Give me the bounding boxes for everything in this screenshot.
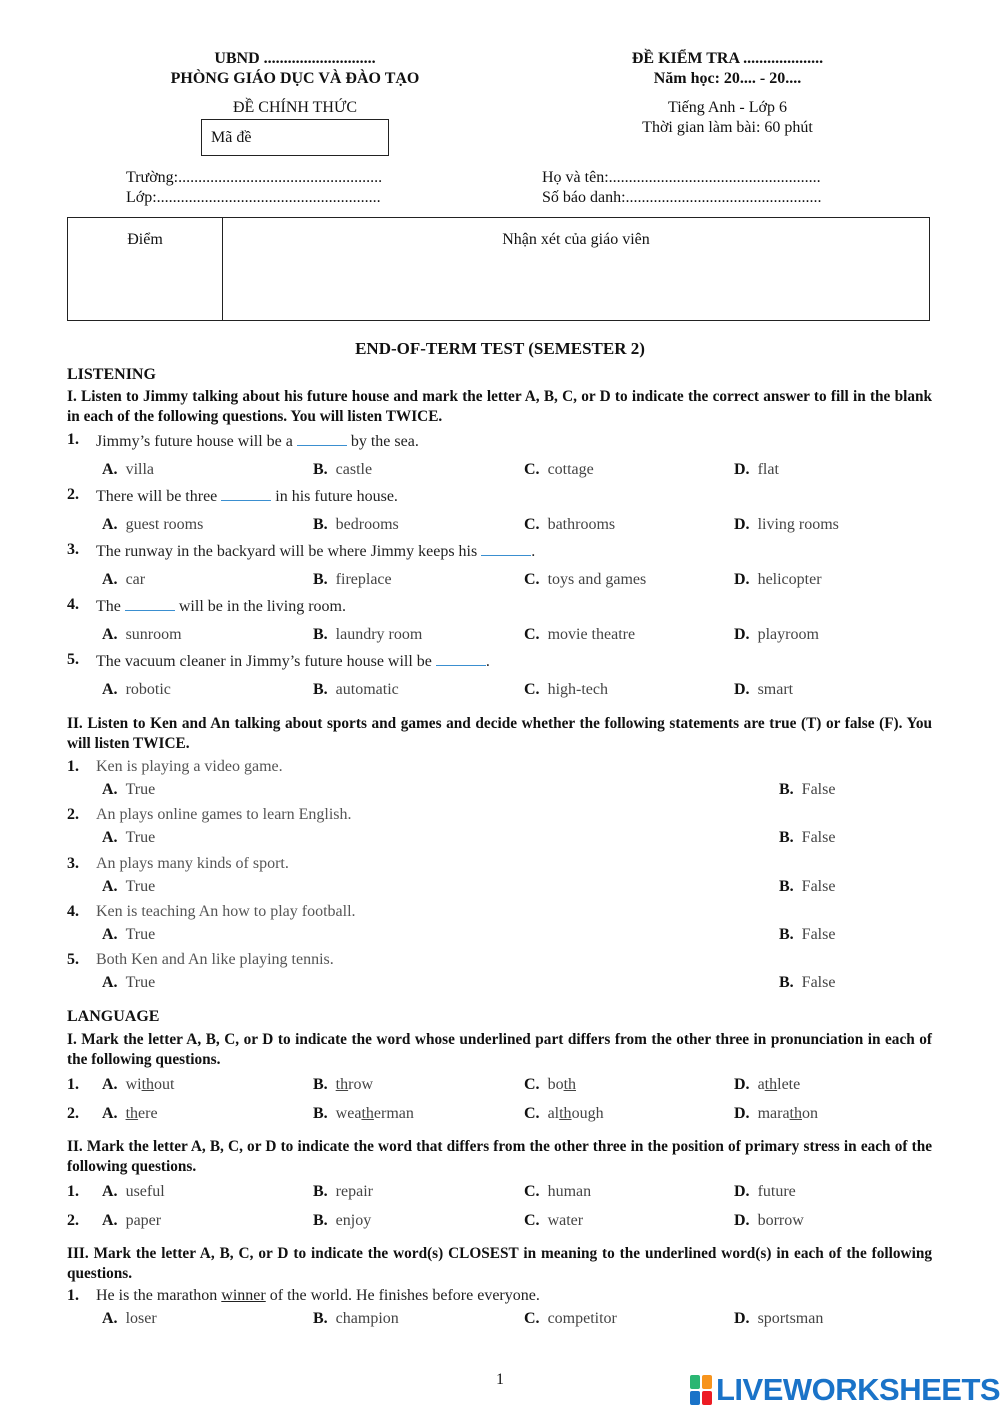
option-letter: A. [102, 516, 118, 533]
option-text: movie theatre [547, 626, 636, 643]
option-letter: A. [102, 1076, 118, 1093]
listening1-q2-text [96, 486, 398, 506]
option-letter: D. [734, 1310, 750, 1327]
option-text: True [125, 829, 156, 847]
option-text: competitor [547, 1310, 617, 1327]
synonym-q1-option-c[interactable] [524, 1310, 617, 1328]
option-text: castle [335, 461, 373, 478]
option-text: villa [125, 461, 154, 478]
pron-q2-option-b[interactable] [313, 1105, 414, 1123]
stress-q2-option-c[interactable] [524, 1212, 583, 1230]
listening2-q2-option-false[interactable] [779, 829, 835, 847]
header-duration: Thời gian làm bài: 60 phút [642, 119, 813, 136]
pron-q1-option-a[interactable] [102, 1076, 174, 1094]
option-text: automatic [335, 681, 399, 698]
word-part: on [802, 1105, 818, 1122]
option-text: playroom [757, 626, 819, 643]
liveworksheets-logo-icon [690, 1375, 712, 1405]
option-text: sportsman [757, 1310, 824, 1327]
option-text: False [801, 974, 836, 992]
question-text: in his future house. [271, 488, 398, 505]
underlined-part: th [764, 1076, 778, 1093]
listening1-q5-text [96, 651, 490, 671]
option-text: borrow [757, 1212, 804, 1229]
pron-q2-number: 2. [67, 1105, 79, 1122]
option-text: True [125, 974, 156, 992]
word-part: mara [757, 1105, 790, 1122]
option-text: False [801, 829, 836, 847]
option-letter: A. [102, 1310, 118, 1327]
option-text: flat [757, 461, 779, 478]
option-letter: B. [313, 1212, 328, 1229]
listening2-q4-option-true[interactable] [102, 926, 155, 944]
answer-blank [297, 431, 347, 446]
word-part: bo [547, 1076, 564, 1093]
listening1-q1-option-c[interactable] [524, 461, 594, 479]
listening1-q4-option-c[interactable] [524, 626, 635, 644]
word-part: lete [777, 1076, 801, 1093]
option-text: repair [335, 1183, 373, 1200]
pron-q2-option-c[interactable] [524, 1105, 604, 1123]
underlined-part: th [141, 1076, 155, 1093]
option-letter: A. [102, 626, 118, 643]
option-text: toys and games [547, 571, 647, 588]
option-text: False [801, 781, 836, 798]
option-letter: C. [524, 1183, 540, 1200]
option-letter: D. [734, 1076, 750, 1093]
option-text: sunroom [125, 626, 182, 643]
header-test: ĐỀ KIỂM TRA .................... [631, 50, 824, 67]
listening1-q4-option-d[interactable] [734, 626, 819, 644]
option-letter: C. [524, 1310, 540, 1327]
synonym-q1-option-d[interactable] [734, 1310, 823, 1328]
listening2-q3-option-false[interactable] [779, 878, 835, 896]
option-text: cottage [547, 461, 594, 478]
question-text: of the world. He finishes before everyone. [265, 1287, 540, 1304]
page-number: 1 [496, 1371, 504, 1388]
listening-heading: LISTENING [67, 366, 156, 383]
listening1-q3-option-b[interactable] [313, 571, 392, 589]
listening1-q3-number: 3. [67, 541, 79, 558]
option-text: True [125, 781, 156, 798]
listening2-q3-option-true[interactable] [102, 878, 155, 896]
option-letter: C. [524, 461, 540, 478]
question-text: by the sea. [346, 433, 419, 450]
header-subject: Tiếng Anh - Lớp 6 [668, 99, 787, 116]
option-letter: B. [313, 1310, 328, 1327]
listening2-q2-option-true[interactable] [102, 829, 155, 847]
option-letter: C. [524, 681, 540, 698]
option-letter: B. [779, 781, 794, 798]
header-department: PHÒNG GIÁO DỤC VÀ ĐÀO TẠO [170, 70, 420, 87]
option-letter: A. [102, 925, 118, 943]
stress-q1-number: 1. [67, 1183, 79, 1200]
option-letter: C. [524, 1076, 540, 1093]
option-text: False [801, 925, 836, 943]
option-letter: B. [313, 1076, 328, 1093]
stress-q1-option-a[interactable] [102, 1183, 165, 1201]
listening2-q4-text: Ken is teaching An how to play football. [96, 902, 356, 920]
comment-label: Nhận xét của giáo viên [502, 231, 650, 248]
stress-q2-option-b[interactable] [313, 1212, 371, 1230]
option-letter: B. [313, 1183, 328, 1200]
option-text: True [125, 925, 156, 943]
question-text: . [531, 543, 536, 560]
listening2-q3-number: 3. [67, 854, 79, 872]
listening2-q5-number: 5. [67, 951, 79, 969]
option-text: high-tech [547, 681, 608, 698]
language-part1-instruction: I. Mark the letter A, B, C, or D to indicate the word whose underlined part differs from the other three in pronunciation in each of the following questions. [67, 1031, 932, 1068]
listening1-q5-option-d[interactable] [734, 681, 793, 699]
question-text: The runway in the backyard will be where Jimmy keeps his [96, 543, 482, 560]
option-text: False [801, 877, 836, 895]
pron-q1-number: 1. [67, 1076, 79, 1093]
stress-q1-option-b[interactable] [313, 1183, 373, 1201]
option-text: champion [335, 1310, 399, 1327]
underlined-part: th [559, 1105, 572, 1122]
listening2-q2-number: 2. [67, 806, 79, 824]
option-letter: B. [313, 1105, 328, 1122]
listening2-q5-text: Both Ken and An like playing tennis. [96, 951, 334, 969]
exam-code-box [201, 119, 389, 156]
option-text: guest rooms [125, 516, 204, 533]
listening2-q1-text: Ken is playing a video game. [96, 758, 283, 775]
stress-q2-option-a[interactable] [102, 1212, 161, 1230]
listening2-q1-option-false[interactable] [779, 781, 835, 799]
listening1-q3-option-d[interactable] [734, 571, 822, 589]
option-letter: D. [734, 681, 750, 698]
option-letter: D. [734, 1212, 750, 1229]
option-letter: B. [779, 974, 794, 992]
listening1-q2-number: 2. [67, 486, 79, 503]
pron-q1-option-d[interactable] [734, 1076, 800, 1094]
word-part: ere [138, 1105, 158, 1122]
option-letter: D. [734, 1105, 750, 1122]
option-text: useful [125, 1183, 165, 1200]
listening1-q1-option-b[interactable] [313, 461, 372, 479]
question-text: The vacuum cleaner in Jimmy’s future house will be [96, 653, 436, 670]
option-letter: B. [313, 626, 328, 643]
liveworksheets-logo-text: LIVEWORKSHEETS [716, 1372, 1000, 1407]
listening1-q3-text [96, 541, 535, 561]
option-letter: C. [524, 1212, 540, 1229]
option-letter: D. [734, 516, 750, 533]
option-letter: D. [734, 1183, 750, 1200]
listening-part2-instruction: II. Listen to Ken and An talking about sports and games and decide whether the following statements are true (T) or false (F). You will listen TWICE. [67, 715, 932, 752]
pron-q1-option-c[interactable] [524, 1076, 576, 1094]
option-letter: D. [734, 626, 750, 643]
underlined-word: winner [221, 1287, 266, 1304]
listening2-q4-option-false[interactable] [779, 926, 835, 944]
option-letter: C. [524, 1105, 540, 1122]
option-text: paper [125, 1212, 162, 1229]
synonym-q1-text [96, 1287, 540, 1305]
listening1-q1-text [96, 431, 419, 451]
listening1-q4-option-a[interactable] [102, 626, 182, 644]
option-text: car [125, 571, 146, 588]
question-text: will be in the living room. [174, 598, 346, 615]
listening2-q1-number: 1. [67, 758, 79, 775]
listening1-q2-option-d[interactable] [734, 516, 839, 534]
listening1-q2-option-a[interactable] [102, 516, 203, 534]
listening1-q2-option-c[interactable] [524, 516, 615, 534]
word-part: al [547, 1105, 560, 1122]
listening2-q2-text: An plays online games to learn English. [96, 806, 352, 824]
pron-q2-option-a[interactable] [102, 1105, 158, 1123]
option-letter: A. [102, 1212, 118, 1229]
option-letter: B. [313, 461, 328, 478]
listening1-q2-option-b[interactable] [313, 516, 399, 534]
option-letter: D. [734, 571, 750, 588]
option-text: future [757, 1183, 796, 1200]
option-letter: C. [524, 516, 540, 533]
option-text: helicopter [757, 571, 822, 588]
answer-blank [221, 486, 271, 501]
option-text: water [547, 1212, 584, 1229]
question-text: . [485, 653, 490, 670]
option-text: loser [125, 1310, 157, 1327]
word-part: row [348, 1076, 374, 1093]
option-text: enjoy [335, 1212, 372, 1229]
pron-q1-option-b[interactable] [313, 1076, 373, 1094]
option-text: fireplace [335, 571, 392, 588]
underlined-part: th [789, 1105, 802, 1122]
listening1-q5-option-c[interactable] [524, 681, 608, 699]
listening1-q1-option-a[interactable] [102, 461, 154, 479]
language-part3-instruction: III. Mark the letter A, B, C, or D to indicate the word(s) CLOSEST in meaning to the underlined word(s) in each of the following questions. [67, 1245, 932, 1282]
option-letter: A. [102, 781, 118, 798]
listening1-q4-option-b[interactable] [313, 626, 422, 644]
option-text: living rooms [757, 516, 839, 533]
student-id-field: Số báo danh:................................................. [542, 189, 822, 206]
word-part: wea [335, 1105, 362, 1122]
listening1-q5-number: 5. [67, 651, 79, 668]
language-part2-instruction: II. Mark the letter A, B, C, or D to indicate the word that differs from the other three in the position of primary stress in each of the following questions. [67, 1138, 932, 1175]
question-text: He is the marathon [96, 1287, 222, 1304]
listening1-q4-number: 4. [67, 596, 79, 613]
option-letter: A. [102, 461, 118, 478]
listening2-q5-option-true[interactable] [102, 974, 155, 992]
question-text: There will be three [96, 488, 222, 505]
synonym-q1-number: 1. [67, 1287, 79, 1304]
option-text: human [547, 1183, 592, 1200]
option-letter: A. [102, 571, 118, 588]
listening2-q3-text: An plays many kinds of sport. [96, 854, 289, 872]
underlined-part: th [361, 1105, 374, 1122]
school-field: Trường:................................................... [126, 169, 383, 186]
option-text: robotic [125, 681, 171, 698]
question-text: Jimmy’s future house will be a [96, 433, 297, 450]
listening-part1-instruction: I. Listen to Jimmy talking about his future house and mark the letter A, B, C, or D to indicate the correct answer to fill in the blank in each of the following questions. You will listen TWICE. [67, 388, 932, 425]
score-label: Điểm [127, 231, 163, 248]
option-text: laundry room [335, 626, 423, 643]
answer-blank [125, 596, 175, 611]
header-official: ĐỀ CHÍNH THỨC [232, 99, 358, 116]
synonym-q1-option-a[interactable] [102, 1310, 157, 1328]
word-part: a [757, 1076, 765, 1093]
option-letter: A. [102, 681, 118, 698]
listening1-q1-option-d[interactable] [734, 461, 779, 479]
exam-code-label: Mã đề [211, 129, 252, 146]
pron-q2-option-d[interactable] [734, 1105, 818, 1123]
listening1-q5-option-b[interactable] [313, 681, 399, 699]
answer-blank [436, 651, 486, 666]
language-heading: LANGUAGE [67, 1008, 160, 1025]
answer-blank [481, 541, 531, 556]
option-letter: A. [102, 877, 118, 895]
option-text: smart [757, 681, 794, 698]
listening1-q3-option-a[interactable] [102, 571, 145, 589]
underlined-part: th [335, 1076, 349, 1093]
option-letter: B. [779, 877, 794, 895]
stress-q1-option-d[interactable] [734, 1183, 796, 1201]
listening1-q1-number: 1. [67, 431, 79, 448]
liveworksheets-logo[interactable] [690, 1372, 1000, 1408]
question-text: The [96, 598, 125, 615]
stress-q1-option-c[interactable] [524, 1183, 591, 1201]
option-letter: B. [313, 681, 328, 698]
option-letter: B. [313, 516, 328, 533]
score-table [67, 217, 930, 321]
option-letter: A. [102, 829, 118, 847]
listening1-q5-option-a[interactable] [102, 681, 171, 699]
listening2-q1-option-true[interactable] [102, 781, 155, 799]
underlined-part: th [125, 1105, 139, 1122]
option-letter: A. [102, 1105, 118, 1122]
option-letter: B. [779, 829, 794, 847]
name-field: Họ và tên:..................................................... [542, 169, 821, 186]
test-title: END-OF-TERM TEST (SEMESTER 2) [355, 339, 645, 358]
word-part: erman [373, 1105, 414, 1122]
option-text: True [125, 877, 156, 895]
word-part: ough [571, 1105, 604, 1122]
synonym-q1-option-b[interactable] [313, 1310, 399, 1328]
listening2-q5-option-false[interactable] [779, 974, 835, 992]
word-part: out [154, 1076, 175, 1093]
option-text: bedrooms [335, 516, 399, 533]
class-field: Lớp:........................................................ [126, 189, 381, 206]
stress-q2-option-d[interactable] [734, 1212, 804, 1230]
header-school-year: Năm học: 20.... - 20.... [653, 70, 802, 87]
option-letter: C. [524, 626, 540, 643]
listening2-q4-number: 4. [67, 902, 79, 920]
underlined-part: th [563, 1076, 577, 1093]
option-letter: D. [734, 461, 750, 478]
listening1-q3-option-c[interactable] [524, 571, 646, 589]
option-letter: C. [524, 571, 540, 588]
option-letter: A. [102, 974, 118, 992]
stress-q2-number: 2. [67, 1212, 79, 1229]
word-part: wi [125, 1076, 142, 1093]
option-text: bathrooms [547, 516, 616, 533]
listening1-q4-text [96, 596, 346, 616]
option-letter: B. [313, 571, 328, 588]
header-ubnd: UBND ............................ [214, 50, 376, 67]
option-letter: A. [102, 1183, 118, 1200]
option-letter: B. [779, 925, 794, 943]
